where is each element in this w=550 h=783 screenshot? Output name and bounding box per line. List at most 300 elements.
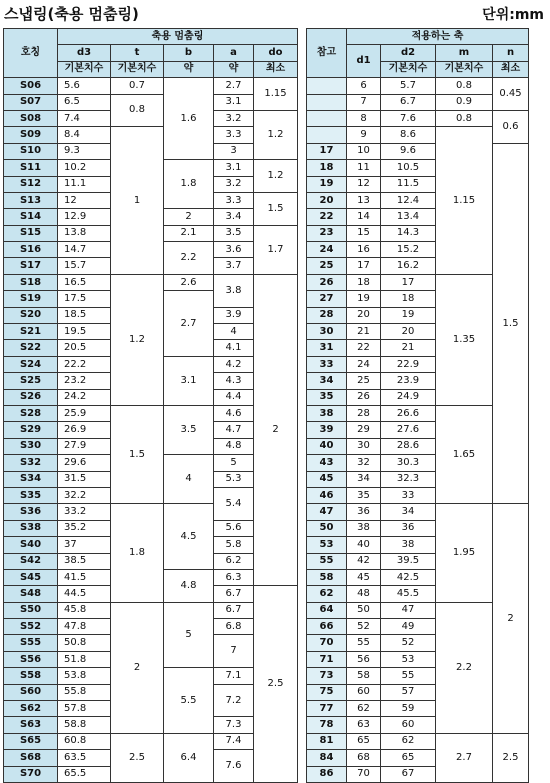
cell-code: S58 bbox=[4, 668, 58, 684]
cell-d2: 47 bbox=[381, 602, 436, 618]
cell-d3: 29.6 bbox=[58, 455, 111, 471]
cell-d2: 38 bbox=[381, 537, 436, 553]
header-ref: 참고 bbox=[307, 29, 347, 78]
cell-a: 3.8 bbox=[214, 274, 254, 307]
cell-d2: 22.9 bbox=[381, 356, 436, 372]
cell-a: 5.4 bbox=[214, 487, 254, 520]
cell-code: S18 bbox=[4, 274, 58, 290]
cell-m: 2.2 bbox=[436, 602, 493, 733]
cell-code: S09 bbox=[4, 127, 58, 143]
cell-b: 6.4 bbox=[164, 733, 214, 782]
cell-d2: 8.6 bbox=[381, 127, 436, 143]
cell-ref: 55 bbox=[307, 553, 347, 569]
cell-d3: 65.5 bbox=[58, 766, 111, 782]
cell-b: 2 bbox=[164, 209, 214, 225]
cell-a: 7.1 bbox=[214, 668, 254, 684]
cell-d1: 9 bbox=[347, 127, 381, 143]
cell-a: 7.4 bbox=[214, 733, 254, 749]
cell-a: 6.2 bbox=[214, 553, 254, 569]
cell-code: S10 bbox=[4, 143, 58, 159]
cell-d3: 33.2 bbox=[58, 504, 111, 520]
cell-d1: 6 bbox=[347, 78, 381, 94]
header-d1: d1 bbox=[347, 45, 381, 78]
cell-a: 7.6 bbox=[214, 750, 254, 783]
cell-a: 3.2 bbox=[214, 176, 254, 192]
cell-a: 7 bbox=[214, 635, 254, 668]
cell-ref: 53 bbox=[307, 537, 347, 553]
header-group-applied: 적용하는 축 bbox=[347, 29, 529, 45]
cell-code: S34 bbox=[4, 471, 58, 487]
cell-a: 6.7 bbox=[214, 586, 254, 602]
cell-n: 0.45 bbox=[493, 78, 529, 111]
cell-code: S22 bbox=[4, 340, 58, 356]
cell-ref: 23 bbox=[307, 225, 347, 241]
cell-d2: 19 bbox=[381, 307, 436, 323]
cell-d1: 34 bbox=[347, 471, 381, 487]
header-code: 호칭 bbox=[4, 29, 58, 78]
cell-d1: 42 bbox=[347, 553, 381, 569]
cell-d3: 12 bbox=[58, 192, 111, 208]
cell-b: 3.5 bbox=[164, 405, 214, 454]
cell-ref: 25 bbox=[307, 258, 347, 274]
cell-code: S50 bbox=[4, 602, 58, 618]
cell-a: 5.8 bbox=[214, 537, 254, 553]
cell-ref bbox=[307, 94, 347, 110]
cell-ref: 46 bbox=[307, 487, 347, 503]
cell-a: 5.3 bbox=[214, 471, 254, 487]
header-n-min: 최소 bbox=[493, 61, 529, 77]
cell-d1: 18 bbox=[347, 274, 381, 290]
cell-a: 4.7 bbox=[214, 422, 254, 438]
cell-code: S17 bbox=[4, 258, 58, 274]
header-group-shaft: 축용 멈춤링 bbox=[58, 29, 298, 45]
cell-d3: 38.5 bbox=[58, 553, 111, 569]
cell-d3: 25.9 bbox=[58, 405, 111, 421]
cell-d2: 45.5 bbox=[381, 586, 436, 602]
cell-code: S56 bbox=[4, 651, 58, 667]
header-b-approx: 약 bbox=[164, 61, 214, 77]
cell-code: S55 bbox=[4, 635, 58, 651]
cell-d1: 11 bbox=[347, 160, 381, 176]
cell-t: 0.7 bbox=[111, 78, 164, 94]
cell-code: S25 bbox=[4, 373, 58, 389]
cell-d3: 9.3 bbox=[58, 143, 111, 159]
cell-ref: 26 bbox=[307, 274, 347, 290]
cell-d3: 47.8 bbox=[58, 619, 111, 635]
cell-d1: 38 bbox=[347, 520, 381, 536]
cell-d3: 5.6 bbox=[58, 78, 111, 94]
cell-d2: 18 bbox=[381, 291, 436, 307]
header-do: do bbox=[254, 45, 298, 61]
cell-d3: 16.5 bbox=[58, 274, 111, 290]
cell-d2: 60 bbox=[381, 717, 436, 733]
cell-b: 4 bbox=[164, 455, 214, 504]
header-a: a bbox=[214, 45, 254, 61]
cell-ref: 70 bbox=[307, 635, 347, 651]
cell-ref: 47 bbox=[307, 504, 347, 520]
cell-d1: 60 bbox=[347, 684, 381, 700]
cell-b: 4.8 bbox=[164, 569, 214, 602]
cell-ref bbox=[307, 78, 347, 94]
cell-d1: 7 bbox=[347, 94, 381, 110]
cell-d1: 62 bbox=[347, 701, 381, 717]
header-d3: d3 bbox=[58, 45, 111, 61]
cell-d2: 36 bbox=[381, 520, 436, 536]
cell-d1: 45 bbox=[347, 569, 381, 585]
cell-code: S29 bbox=[4, 422, 58, 438]
cell-code: S60 bbox=[4, 684, 58, 700]
cell-ref: 45 bbox=[307, 471, 347, 487]
cell-d1: 8 bbox=[347, 110, 381, 126]
cell-d2: 5.7 bbox=[381, 78, 436, 94]
cell-d1: 15 bbox=[347, 225, 381, 241]
cell-code: S11 bbox=[4, 160, 58, 176]
cell-ref bbox=[307, 127, 347, 143]
cell-code: S36 bbox=[4, 504, 58, 520]
cell-b: 1.8 bbox=[164, 160, 214, 209]
cell-a: 3.2 bbox=[214, 110, 254, 126]
cell-d2: 30.3 bbox=[381, 455, 436, 471]
cell-d2: 34 bbox=[381, 504, 436, 520]
cell-n: 0.6 bbox=[493, 110, 529, 143]
table-row bbox=[4, 78, 529, 94]
cell-a: 4.3 bbox=[214, 373, 254, 389]
header-d2: d2 bbox=[381, 45, 436, 61]
cell-a: 2.7 bbox=[214, 78, 254, 94]
cell-code: S08 bbox=[4, 110, 58, 126]
cell-a: 5.6 bbox=[214, 520, 254, 536]
cell-d3: 15.7 bbox=[58, 258, 111, 274]
cell-t: 1.5 bbox=[111, 405, 164, 503]
cell-a: 4 bbox=[214, 324, 254, 340]
cell-d3: 45.8 bbox=[58, 602, 111, 618]
cell-d1: 20 bbox=[347, 307, 381, 323]
table-row bbox=[4, 274, 529, 290]
cell-ref bbox=[307, 110, 347, 126]
cell-ref: 33 bbox=[307, 356, 347, 372]
cell-ref: 58 bbox=[307, 569, 347, 585]
cell-t: 1.2 bbox=[111, 274, 164, 405]
cell-ref: 34 bbox=[307, 373, 347, 389]
cell-d2: 28.6 bbox=[381, 438, 436, 454]
cell-ref: 81 bbox=[307, 733, 347, 749]
cell-ref: 77 bbox=[307, 701, 347, 717]
cell-d2: 14.3 bbox=[381, 225, 436, 241]
page-title: 스냅링(축용 멈춤링) bbox=[4, 5, 139, 23]
cell-d3: 32.2 bbox=[58, 487, 111, 503]
cell-d2: 32.3 bbox=[381, 471, 436, 487]
cell-code: S45 bbox=[4, 569, 58, 585]
cell-d3: 10.2 bbox=[58, 160, 111, 176]
cell-d1: 25 bbox=[347, 373, 381, 389]
cell-d3: 26.9 bbox=[58, 422, 111, 438]
cell-b: 4.5 bbox=[164, 504, 214, 570]
cell-ref: 17 bbox=[307, 143, 347, 159]
cell-d3: 13.8 bbox=[58, 225, 111, 241]
cell-d2: 42.5 bbox=[381, 569, 436, 585]
cell-d3: 55.8 bbox=[58, 684, 111, 700]
cell-d3: 6.5 bbox=[58, 94, 111, 110]
cell-d3: 22.2 bbox=[58, 356, 111, 372]
cell-d2: 62 bbox=[381, 733, 436, 749]
cell-d2: 53 bbox=[381, 651, 436, 667]
cell-ref: 50 bbox=[307, 520, 347, 536]
cell-do: 1.7 bbox=[254, 225, 298, 274]
header-d3-basic: 기본치수 bbox=[58, 61, 111, 77]
cell-d3: 20.5 bbox=[58, 340, 111, 356]
header-n: n bbox=[493, 45, 529, 61]
cell-d1: 14 bbox=[347, 209, 381, 225]
cell-code: S30 bbox=[4, 438, 58, 454]
cell-ref: 84 bbox=[307, 750, 347, 766]
cell-d2: 52 bbox=[381, 635, 436, 651]
cell-code: S48 bbox=[4, 586, 58, 602]
cell-m: 1.95 bbox=[436, 504, 493, 602]
cell-b: 2.6 bbox=[164, 274, 214, 290]
cell-do: 1.2 bbox=[254, 160, 298, 193]
cell-ref: 64 bbox=[307, 602, 347, 618]
cell-a: 4.2 bbox=[214, 356, 254, 372]
cell-ref: 28 bbox=[307, 307, 347, 323]
cell-code: S12 bbox=[4, 176, 58, 192]
cell-d3: 12.9 bbox=[58, 209, 111, 225]
cell-a: 7.3 bbox=[214, 717, 254, 733]
cell-code: S32 bbox=[4, 455, 58, 471]
cell-a: 4.4 bbox=[214, 389, 254, 405]
cell-d3: 37 bbox=[58, 537, 111, 553]
cell-a: 3 bbox=[214, 143, 254, 159]
cell-do: 2 bbox=[254, 274, 298, 585]
header-m: m bbox=[436, 45, 493, 61]
cell-code: S35 bbox=[4, 487, 58, 503]
cell-ref: 18 bbox=[307, 160, 347, 176]
cell-a: 4.6 bbox=[214, 405, 254, 421]
cell-d1: 36 bbox=[347, 504, 381, 520]
cell-t: 1 bbox=[111, 127, 164, 275]
cell-n: 2 bbox=[493, 504, 529, 733]
cell-ref: 78 bbox=[307, 717, 347, 733]
cell-code: S15 bbox=[4, 225, 58, 241]
cell-code: S70 bbox=[4, 766, 58, 782]
cell-code: S07 bbox=[4, 94, 58, 110]
cell-b: 2.1 bbox=[164, 225, 214, 241]
cell-a: 4.8 bbox=[214, 438, 254, 454]
cell-d3: 35.2 bbox=[58, 520, 111, 536]
cell-d1: 13 bbox=[347, 192, 381, 208]
cell-d3: 57.8 bbox=[58, 701, 111, 717]
cell-d2: 10.5 bbox=[381, 160, 436, 176]
cell-d1: 10 bbox=[347, 143, 381, 159]
column-gap bbox=[298, 78, 307, 783]
cell-ref: 24 bbox=[307, 242, 347, 258]
cell-d1: 56 bbox=[347, 651, 381, 667]
cell-ref: 22 bbox=[307, 209, 347, 225]
cell-d3: 41.5 bbox=[58, 569, 111, 585]
cell-m: 1.65 bbox=[436, 405, 493, 503]
cell-code: S42 bbox=[4, 553, 58, 569]
cell-ref: 19 bbox=[307, 176, 347, 192]
cell-d2: 9.6 bbox=[381, 143, 436, 159]
cell-d1: 65 bbox=[347, 733, 381, 749]
cell-d1: 22 bbox=[347, 340, 381, 356]
cell-d1: 16 bbox=[347, 242, 381, 258]
cell-d1: 52 bbox=[347, 619, 381, 635]
cell-d2: 27.6 bbox=[381, 422, 436, 438]
cell-ref: 27 bbox=[307, 291, 347, 307]
cell-code: S28 bbox=[4, 405, 58, 421]
cell-d1: 35 bbox=[347, 487, 381, 503]
cell-d2: 59 bbox=[381, 701, 436, 717]
cell-d1: 68 bbox=[347, 750, 381, 766]
cell-m: 2.7 bbox=[436, 733, 493, 782]
cell-code: S38 bbox=[4, 520, 58, 536]
cell-n: 1.5 bbox=[493, 143, 529, 504]
cell-code: S62 bbox=[4, 701, 58, 717]
cell-d1: 58 bbox=[347, 668, 381, 684]
cell-d1: 63 bbox=[347, 717, 381, 733]
cell-ref: 38 bbox=[307, 405, 347, 421]
cell-d2: 67 bbox=[381, 766, 436, 782]
cell-ref: 66 bbox=[307, 619, 347, 635]
cell-d1: 70 bbox=[347, 766, 381, 782]
cell-m: 0.8 bbox=[436, 78, 493, 94]
cell-ref: 35 bbox=[307, 389, 347, 405]
cell-d1: 30 bbox=[347, 438, 381, 454]
cell-d1: 21 bbox=[347, 324, 381, 340]
table-body bbox=[4, 78, 529, 783]
cell-ref: 62 bbox=[307, 586, 347, 602]
cell-t: 2.5 bbox=[111, 733, 164, 782]
cell-code: S63 bbox=[4, 717, 58, 733]
cell-d1: 24 bbox=[347, 356, 381, 372]
header-t: t bbox=[111, 45, 164, 61]
cell-ref: 73 bbox=[307, 668, 347, 684]
cell-d1: 12 bbox=[347, 176, 381, 192]
cell-d2: 15.2 bbox=[381, 242, 436, 258]
cell-d2: 26.6 bbox=[381, 405, 436, 421]
cell-ref: 75 bbox=[307, 684, 347, 700]
header-b: b bbox=[164, 45, 214, 61]
cell-b: 1.6 bbox=[164, 78, 214, 160]
cell-code: S24 bbox=[4, 356, 58, 372]
cell-d3: 31.5 bbox=[58, 471, 111, 487]
header-a-approx: 약 bbox=[214, 61, 254, 77]
cell-d2: 16.2 bbox=[381, 258, 436, 274]
cell-a: 6.3 bbox=[214, 569, 254, 585]
cell-d3: 53.8 bbox=[58, 668, 111, 684]
cell-t: 1.8 bbox=[111, 504, 164, 602]
cell-d1: 17 bbox=[347, 258, 381, 274]
cell-d3: 23.2 bbox=[58, 373, 111, 389]
cell-a: 6.8 bbox=[214, 619, 254, 635]
cell-d3: 27.9 bbox=[58, 438, 111, 454]
header-m-basic: 기본치수 bbox=[436, 61, 493, 77]
cell-d2: 24.9 bbox=[381, 389, 436, 405]
cell-d1: 32 bbox=[347, 455, 381, 471]
cell-b: 5.5 bbox=[164, 668, 214, 734]
cell-d2: 21 bbox=[381, 340, 436, 356]
cell-d3: 24.2 bbox=[58, 389, 111, 405]
cell-a: 3.1 bbox=[214, 94, 254, 110]
cell-code: S40 bbox=[4, 537, 58, 553]
cell-code: S26 bbox=[4, 389, 58, 405]
cell-code: S19 bbox=[4, 291, 58, 307]
cell-ref: 30 bbox=[307, 324, 347, 340]
cell-code: S20 bbox=[4, 307, 58, 323]
cell-a: 3.6 bbox=[214, 242, 254, 258]
cell-a: 3.9 bbox=[214, 307, 254, 323]
cell-t: 2 bbox=[111, 602, 164, 733]
cell-d2: 11.5 bbox=[381, 176, 436, 192]
cell-d1: 26 bbox=[347, 389, 381, 405]
cell-d2: 49 bbox=[381, 619, 436, 635]
cell-d3: 11.1 bbox=[58, 176, 111, 192]
cell-d2: 23.9 bbox=[381, 373, 436, 389]
cell-d2: 55 bbox=[381, 668, 436, 684]
cell-code: S68 bbox=[4, 750, 58, 766]
cell-m: 0.9 bbox=[436, 94, 493, 110]
cell-a: 3.7 bbox=[214, 258, 254, 274]
cell-code: S14 bbox=[4, 209, 58, 225]
cell-code: S13 bbox=[4, 192, 58, 208]
cell-a: 3.3 bbox=[214, 192, 254, 208]
header-t-basic: 기본치수 bbox=[111, 61, 164, 77]
cell-m: 1.35 bbox=[436, 274, 493, 405]
cell-a: 5 bbox=[214, 455, 254, 471]
cell-d3: 17.5 bbox=[58, 291, 111, 307]
cell-d2: 57 bbox=[381, 684, 436, 700]
cell-d2: 13.4 bbox=[381, 209, 436, 225]
cell-ref: 40 bbox=[307, 438, 347, 454]
cell-d1: 19 bbox=[347, 291, 381, 307]
cell-code: S65 bbox=[4, 733, 58, 749]
cell-d1: 55 bbox=[347, 635, 381, 651]
cell-ref: 31 bbox=[307, 340, 347, 356]
snap-ring-table bbox=[3, 28, 529, 783]
cell-a: 3.4 bbox=[214, 209, 254, 225]
cell-d1: 50 bbox=[347, 602, 381, 618]
cell-d3: 8.4 bbox=[58, 127, 111, 143]
cell-b: 5 bbox=[164, 602, 214, 668]
cell-ref: 86 bbox=[307, 766, 347, 782]
cell-a: 6.7 bbox=[214, 602, 254, 618]
cell-a: 7.2 bbox=[214, 684, 254, 717]
cell-d2: 33 bbox=[381, 487, 436, 503]
cell-m: 1.15 bbox=[436, 127, 493, 275]
cell-d1: 28 bbox=[347, 405, 381, 421]
header-do-min: 최소 bbox=[254, 61, 298, 77]
cell-d1: 29 bbox=[347, 422, 381, 438]
table-row bbox=[4, 110, 529, 126]
cell-code: S21 bbox=[4, 324, 58, 340]
cell-b: 2.2 bbox=[164, 242, 214, 275]
cell-d3: 7.4 bbox=[58, 110, 111, 126]
cell-a: 3.1 bbox=[214, 160, 254, 176]
cell-d3: 50.8 bbox=[58, 635, 111, 651]
cell-d3: 44.5 bbox=[58, 586, 111, 602]
cell-d3: 19.5 bbox=[58, 324, 111, 340]
cell-d2: 17 bbox=[381, 274, 436, 290]
cell-d2: 65 bbox=[381, 750, 436, 766]
cell-code: S16 bbox=[4, 242, 58, 258]
cell-do: 1.2 bbox=[254, 110, 298, 159]
cell-a: 4.1 bbox=[214, 340, 254, 356]
cell-do: 1.5 bbox=[254, 192, 298, 225]
column-gap bbox=[298, 29, 307, 78]
cell-d3: 63.5 bbox=[58, 750, 111, 766]
cell-d3: 60.8 bbox=[58, 733, 111, 749]
cell-d3: 14.7 bbox=[58, 242, 111, 258]
